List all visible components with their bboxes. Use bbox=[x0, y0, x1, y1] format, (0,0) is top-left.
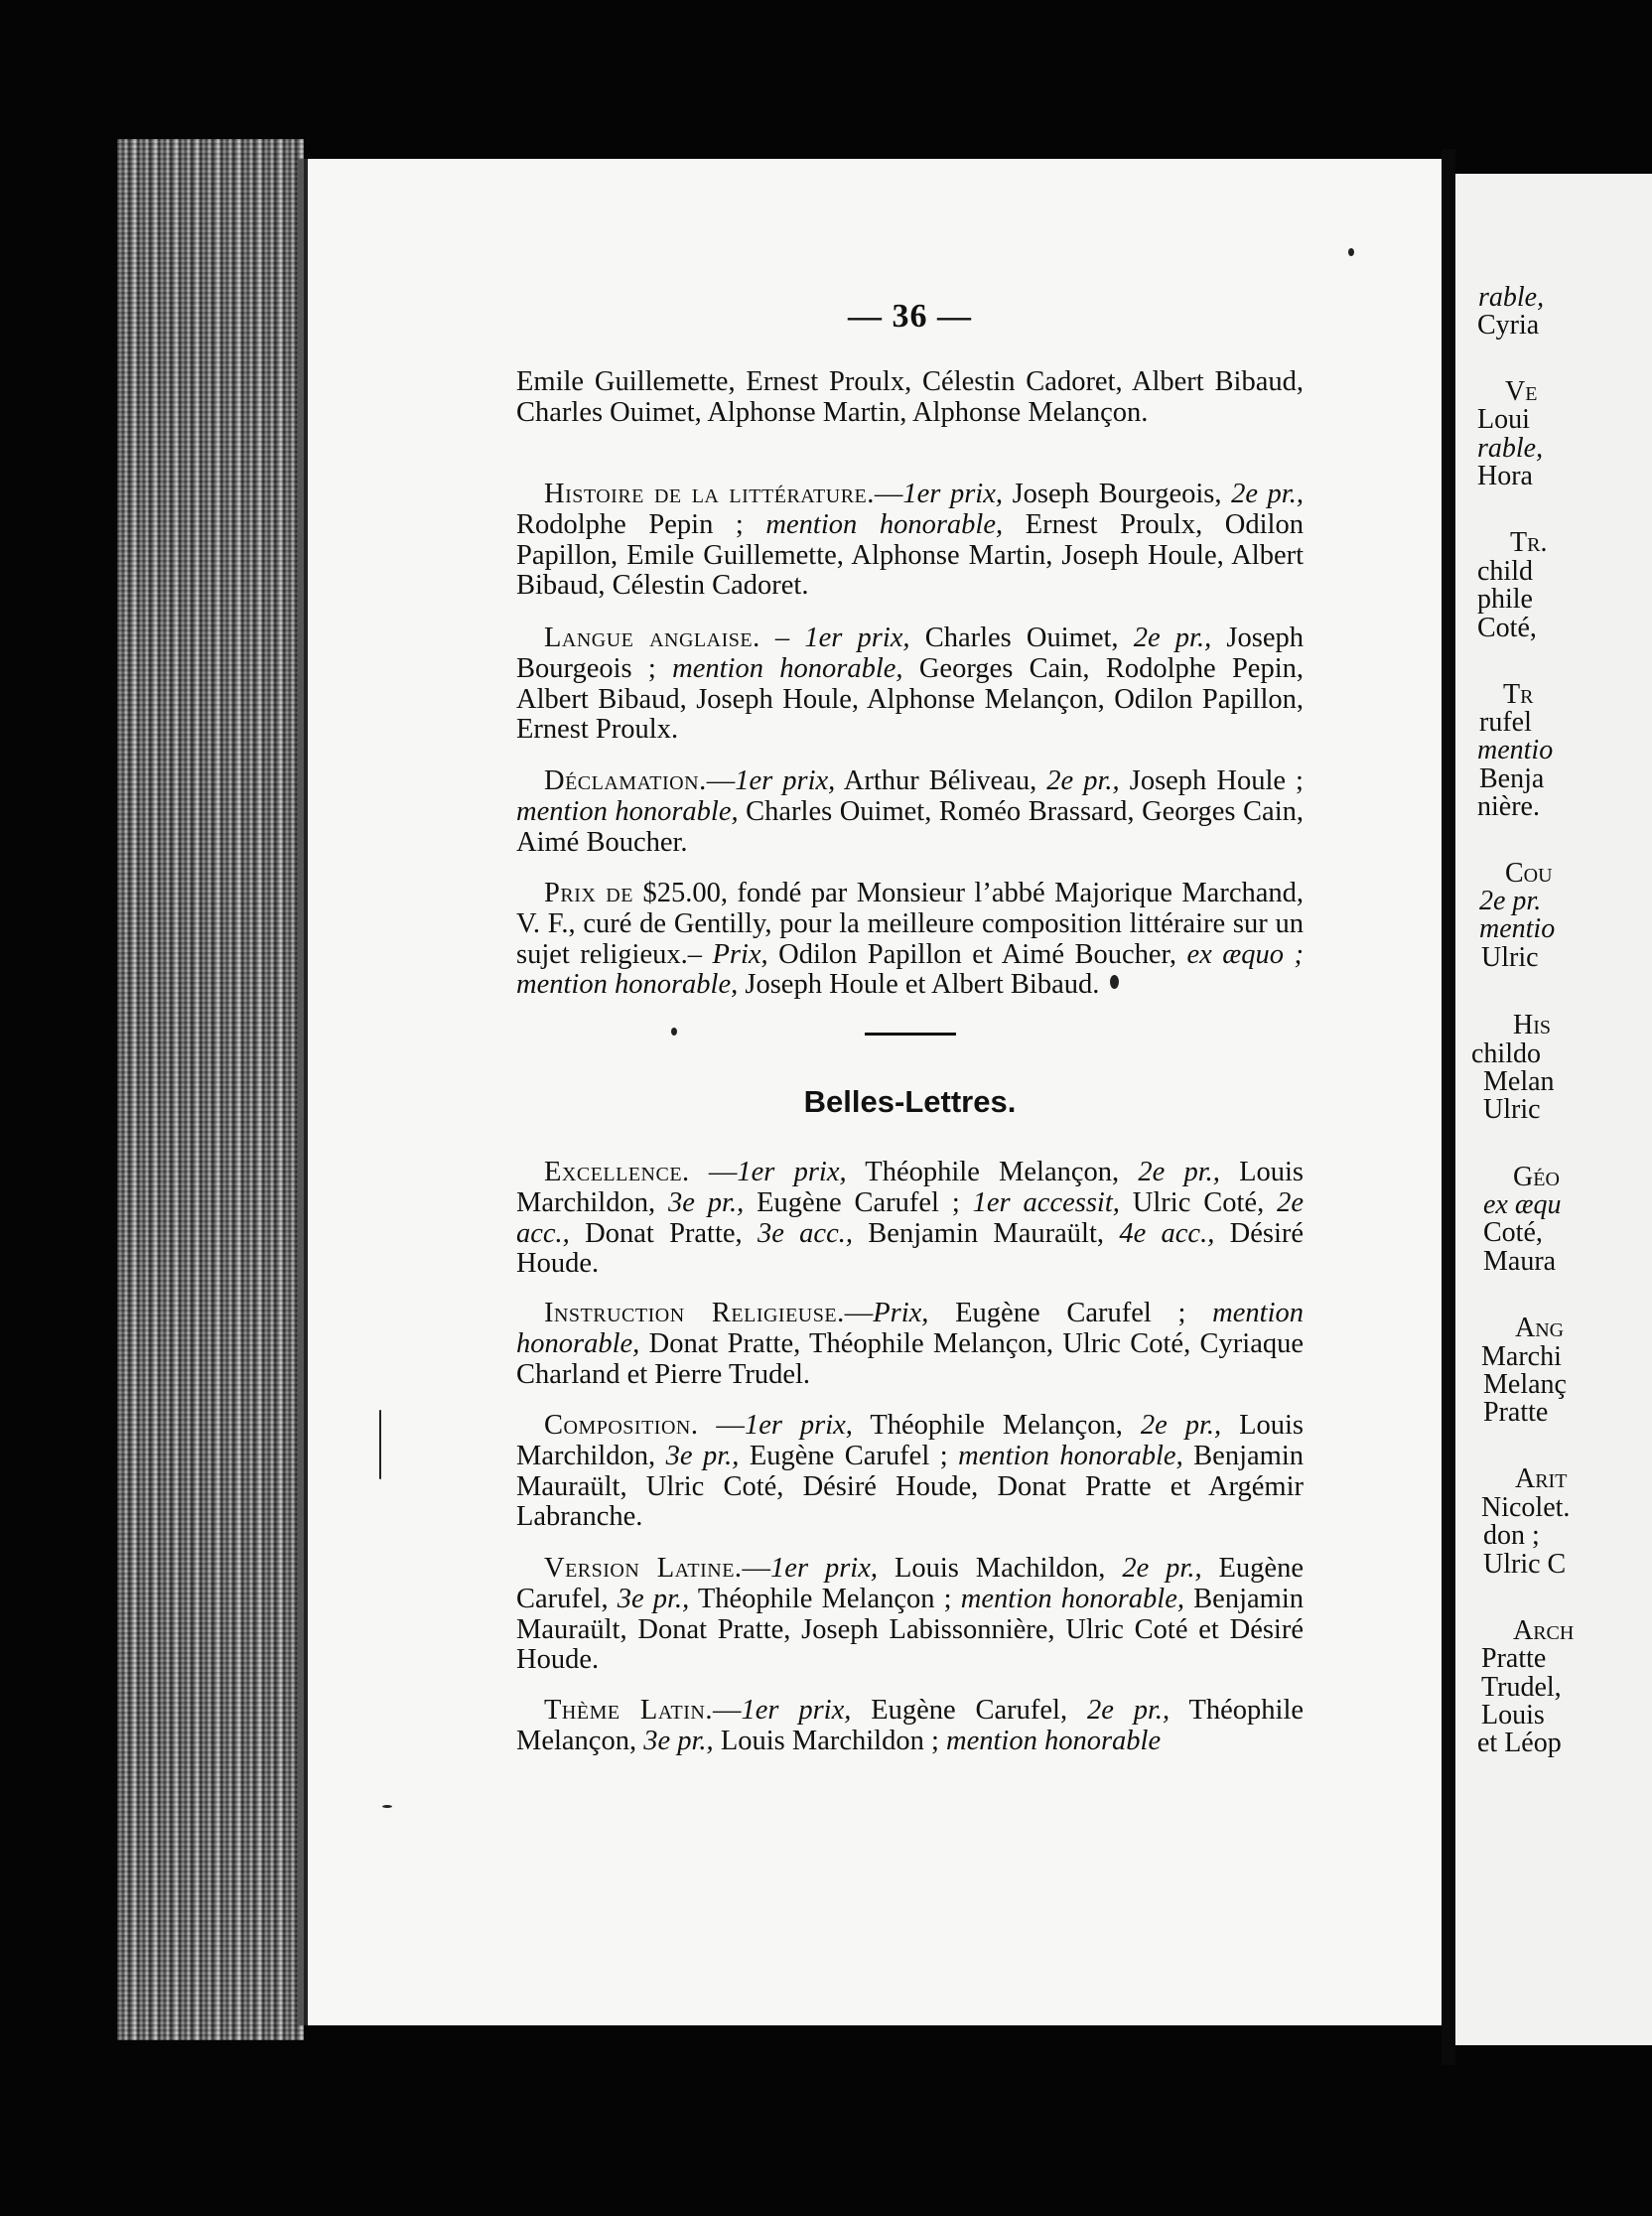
scan-speck bbox=[1110, 975, 1119, 989]
prize-entry-theme-latin bbox=[516, 1696, 1304, 1757]
facing-page-text: Loui bbox=[1477, 404, 1530, 435]
entry-rubric: Histoire de la littérature. bbox=[544, 479, 875, 509]
entry-rubric: Instruction Religieuse. bbox=[544, 1298, 845, 1328]
facing-page-text: Ulric C bbox=[1483, 1549, 1567, 1580]
facing-page-text: Hora bbox=[1477, 461, 1533, 491]
entry-text: Charles Ouimet, bbox=[909, 623, 1134, 653]
facing-page-text: don ; bbox=[1483, 1520, 1540, 1551]
facing-page-text: rable, bbox=[1478, 282, 1545, 313]
entry-italic-text: 2e pr., bbox=[1140, 1410, 1222, 1441]
facing-page-text: Melan bbox=[1483, 1066, 1555, 1097]
entry-text: – bbox=[759, 623, 805, 653]
entry-text: Louis Machildon, bbox=[878, 1553, 1123, 1584]
entry-rubric: Langue anglaise. bbox=[544, 623, 760, 653]
entry-italic-text: 1er prix, bbox=[770, 1553, 879, 1584]
entry-text: Rodolphe Pepin ; bbox=[516, 508, 766, 540]
entry-text: $25.00, fondé par Monsieur l’abbé Majorique Marchand, V. F., curé de Gentilly, pour la meilleure composition littéraire sur un sujet religieux.– bbox=[516, 878, 1304, 970]
entry-text: Eugène Carufel ; bbox=[739, 1440, 959, 1471]
entry-rubric: Version Latine. bbox=[544, 1553, 743, 1584]
entry-text: Louis Marchildon, bbox=[516, 1157, 1304, 1218]
prize-entry-langue-anglaise bbox=[516, 623, 1304, 746]
entry-italic-text: 2e pr., bbox=[1086, 1695, 1170, 1726]
facing-page-text: Trudel, bbox=[1481, 1672, 1562, 1703]
prize-entry-histoire-litterature bbox=[516, 480, 1304, 602]
section-title: Belles-Lettres. bbox=[803, 1084, 1017, 1119]
entry-rubric: Excellence. bbox=[544, 1157, 690, 1187]
facing-page-text: Coté, bbox=[1477, 613, 1537, 643]
entry-text: Théophile Melançon, bbox=[516, 1695, 1305, 1756]
facing-page-text: phile bbox=[1477, 584, 1533, 615]
entry-text: Louis Marchildon, bbox=[516, 1410, 1305, 1471]
entry-text: — bbox=[713, 1695, 742, 1726]
facing-page-text: Maura bbox=[1483, 1246, 1557, 1277]
prize-entry-composition bbox=[516, 1411, 1304, 1533]
entry-italic-text: Prix, bbox=[873, 1298, 929, 1328]
facing-page-text: Arch bbox=[1513, 1615, 1575, 1646]
prize-entry-version-latine bbox=[516, 1554, 1304, 1676]
section-divider bbox=[865, 1033, 956, 1036]
entry-text: — bbox=[874, 479, 903, 509]
entry-text: Eugène Carufel, bbox=[516, 1553, 1304, 1614]
entry-italic-text: 2e pr., bbox=[1133, 623, 1212, 653]
facing-page-text: ex æqu bbox=[1483, 1189, 1562, 1220]
entry-italic-text: 3e pr., bbox=[643, 1725, 714, 1756]
entry-text: — bbox=[689, 1157, 738, 1187]
facing-page-fragment bbox=[1455, 174, 1652, 2045]
entry-italic-text: 3e acc., bbox=[757, 1217, 853, 1249]
prize-entry-declamation bbox=[516, 766, 1304, 858]
intro-paragraph: Emile Guillemette, Ernest Proulx, Célestin Cadoret, Albert Bibaud, Charles Ouimet, Alphonse Martin, Alphonse Melançon. bbox=[516, 366, 1304, 428]
entry-text: Charles Ouimet, Roméo Brassard, Georges Cain, Aimé Boucher. bbox=[516, 795, 1304, 858]
page-number: — 36 — bbox=[848, 298, 972, 335]
facing-page-text: mentio bbox=[1477, 735, 1554, 765]
facing-page-text: Cou bbox=[1505, 858, 1553, 889]
facing-page-text: Marchi bbox=[1481, 1341, 1562, 1372]
book-gutter bbox=[1442, 149, 1455, 2065]
entry-rubric: Prix de bbox=[544, 878, 633, 908]
entry-rubric: Thème Latin. bbox=[544, 1695, 713, 1726]
entry-italic-text: mention honorable, bbox=[516, 795, 739, 827]
entry-text: Ulric Coté, bbox=[1119, 1186, 1278, 1218]
page-edge-stack bbox=[117, 139, 304, 2040]
entry-text: Benjamin Mauraült, bbox=[853, 1217, 1120, 1249]
prize-entry-excellence bbox=[516, 1158, 1304, 1280]
facing-page-text: Ulric bbox=[1481, 942, 1539, 973]
entry-text: Théophile Melançon, bbox=[846, 1157, 1139, 1187]
entry-italic-text: 1er prix, bbox=[804, 623, 910, 653]
facing-page-text: rufel bbox=[1479, 707, 1532, 738]
entry-text: Désiré Houde. bbox=[516, 1217, 1305, 1280]
facing-page-text: et Léop bbox=[1477, 1728, 1562, 1758]
entry-italic-text: 1er prix, bbox=[741, 1695, 852, 1726]
entry-text: — bbox=[844, 1298, 874, 1328]
facing-page-text: Melanç bbox=[1483, 1369, 1567, 1400]
entry-italic-text: 2e pr., bbox=[1122, 1553, 1202, 1584]
scan-speck bbox=[671, 1028, 677, 1036]
entry-text: Donat Pratte, bbox=[569, 1217, 757, 1249]
facing-page-text: rable, bbox=[1477, 433, 1544, 464]
entry-italic-text: mention honorable, bbox=[960, 1583, 1185, 1614]
facing-page-text: Ve bbox=[1505, 376, 1538, 407]
entry-text: Ernest Proulx, Odilon Papillon, Emile Guillemette, Alphonse Martin, Joseph Houle, Albert Bibaud, Célestin Cadoret. bbox=[516, 508, 1304, 602]
entry-text: Théophile Melançon, bbox=[852, 1410, 1141, 1441]
entry-italic-text: 1er prix, bbox=[744, 1410, 853, 1441]
entry-rubric: Composition. bbox=[544, 1410, 699, 1441]
facing-page-text: nière. bbox=[1477, 791, 1540, 822]
entry-italic-text: 1er prix, bbox=[902, 479, 1003, 509]
entry-text: Benjamin Mauraült, Donat Pratte, Joseph Labissonnière, Ulric Coté et Désiré Houde. bbox=[516, 1583, 1304, 1676]
entry-text: Théophile Melançon ; bbox=[689, 1583, 961, 1614]
entry-text: Georges Cain, Rodolphe Pepin, Albert Bibaud, Joseph Houle, Alphonse Melançon, Odilon Papillon, Ernest Proulx. bbox=[516, 652, 1305, 746]
facing-page-text: Géo bbox=[1513, 1162, 1560, 1192]
entry-text: — bbox=[698, 1410, 745, 1441]
entry-italic-text: 2e pr., bbox=[1046, 765, 1120, 796]
facing-page-text: child bbox=[1477, 556, 1533, 587]
entry-text: Eugène Carufel ; bbox=[928, 1298, 1213, 1328]
entry-text: Arthur Béliveau, bbox=[835, 765, 1047, 796]
entry-italic-text: mention honorable, bbox=[516, 1298, 1304, 1359]
entry-italic-text: 2e pr., bbox=[1138, 1157, 1220, 1187]
entry-text: Odilon Papillon et Aimé Boucher, bbox=[767, 938, 1187, 970]
facing-page-text: Arit bbox=[1515, 1463, 1568, 1494]
prize-entry-prix-25 bbox=[516, 879, 1304, 1001]
entry-text: Eugène Carufel, bbox=[851, 1695, 1087, 1726]
entry-text: — bbox=[706, 765, 736, 796]
entry-italic-text: 1er prix, bbox=[735, 765, 836, 796]
entry-text: Benjamin Mauraült, Ulric Coté, Désiré Houde, Donat Pratte et Argémir Labranche. bbox=[516, 1440, 1304, 1533]
scan-speck bbox=[1348, 248, 1354, 256]
facing-page-text: Cyria bbox=[1477, 310, 1540, 341]
entry-text: Joseph Bourgeois ; bbox=[516, 623, 1304, 684]
entry-italic-text: 1er prix, bbox=[737, 1157, 847, 1187]
facing-page-text: Louis bbox=[1481, 1700, 1545, 1731]
entry-rubric: Déclamation. bbox=[544, 765, 707, 796]
facing-page-text: Tr. bbox=[1510, 527, 1548, 558]
facing-page-text: childo bbox=[1471, 1039, 1541, 1069]
entry-text: Louis Marchildon ; bbox=[713, 1725, 946, 1756]
scan-speck bbox=[382, 1805, 392, 1808]
entry-italic-text: 4e acc., bbox=[1119, 1217, 1215, 1249]
entry-italic-text: 3e pr., bbox=[668, 1186, 745, 1218]
entry-text: Eugène Carufel ; bbox=[744, 1186, 973, 1218]
scan-mark bbox=[379, 1410, 381, 1479]
facing-page-text: Tr bbox=[1503, 679, 1534, 710]
facing-page-text: 2e pr. bbox=[1479, 886, 1542, 916]
facing-page-text: Coté, bbox=[1483, 1217, 1543, 1248]
entry-italic-text: mention honorable bbox=[946, 1725, 1162, 1756]
prize-entry-instruction-religieuse bbox=[516, 1299, 1304, 1390]
facing-page-text: His bbox=[1513, 1010, 1552, 1040]
entry-italic-text: 3e pr., bbox=[617, 1583, 690, 1614]
entry-italic-text: ex æquo ; mention honorable, bbox=[516, 938, 1304, 1001]
facing-page-text: Ang bbox=[1515, 1313, 1565, 1343]
facing-page-text: Pratte bbox=[1481, 1643, 1547, 1674]
entry-italic-text: mention honorable, bbox=[672, 652, 903, 684]
entry-text: — bbox=[742, 1553, 771, 1584]
entry-text: Joseph Houle ; bbox=[1119, 765, 1304, 796]
facing-page-text: mentio bbox=[1479, 913, 1556, 944]
entry-italic-text: 2e pr., bbox=[1231, 479, 1304, 509]
entry-italic-text: mention honorable, bbox=[958, 1440, 1183, 1471]
entry-italic-text: Prix, bbox=[712, 938, 768, 970]
entry-italic-text: 3e pr., bbox=[665, 1440, 740, 1471]
entry-text: Joseph Houle et Albert Bibaud. bbox=[738, 969, 1100, 1001]
entry-italic-text: mention honorable, bbox=[765, 508, 1004, 540]
entry-italic-text: 1er accessit, bbox=[972, 1186, 1120, 1218]
entry-italic-text: 2e acc., bbox=[516, 1186, 1304, 1249]
entry-text: Joseph Bourgeois, bbox=[1002, 479, 1232, 509]
facing-page-text: Pratte bbox=[1483, 1397, 1549, 1428]
facing-page-text: Nicolet. bbox=[1481, 1492, 1571, 1523]
facing-page-text: Benja bbox=[1479, 763, 1545, 794]
entry-text: Donat Pratte, Théophile Melançon, Ulric Coté, Cyriaque Charland et Pierre Trudel. bbox=[516, 1327, 1304, 1390]
facing-page-text: Ulric bbox=[1483, 1094, 1541, 1125]
